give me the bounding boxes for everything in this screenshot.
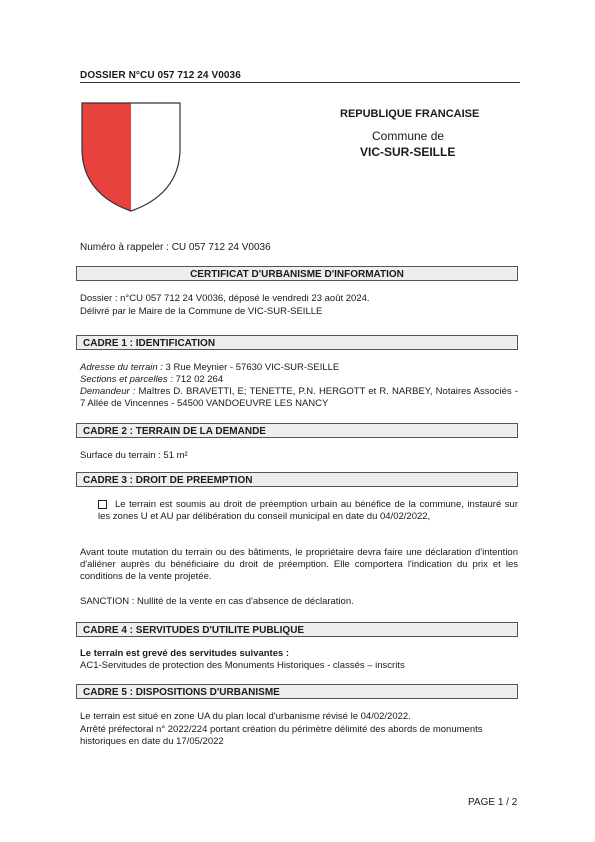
sections-value: 712 02 264 [172, 374, 224, 385]
preemption-item [98, 499, 518, 523]
surface-text: Surface du terrain : 51 m² [80, 450, 188, 461]
republique-heading: REPUBLIQUE FRANCAISE [340, 108, 480, 120]
numero-rappel: Numéro à rappeler : CU 057 712 24 V0036 [80, 242, 271, 253]
demandeur-line [80, 386, 518, 410]
cadre1-title: CADRE 1 : IDENTIFICATION [76, 335, 518, 350]
crest-right-half [131, 103, 180, 211]
adresse-label: Adresse du terrain : [80, 362, 163, 373]
adresse-value: 3 Rue Meynier - 57630 VIC-SUR-SEILLE [162, 362, 340, 373]
delivre-text: Délivré par le Maire de la Commune de VIC-SUR-SEILLE [80, 306, 323, 317]
page-number: PAGE 1 / 2 [468, 797, 518, 808]
sections-line [80, 374, 518, 386]
cadre3-title: CADRE 3 : DROIT DE PREEMPTION [76, 472, 518, 487]
mutation-text: Avant toute mutation du terrain ou des bâtiments, le propriétaire devra faire une déclaration d'intention d'aliéner auprès du bénéficiaire du droit de préemption. Elle comportera l'indication du prix et les conditions de la vente projetée. [80, 547, 518, 582]
checkbox-icon [98, 500, 107, 509]
cadre2-title: CADRE 2 : TERRAIN DE LA DEMANDE [76, 423, 518, 438]
preemption-text: Le terrain est soumis au droit de préemption urbain au bénéfice de la commune, instauré sur les zones U et AU par délibération du conseil municipal en date du 04/02/2022, [98, 499, 518, 522]
sections-label: Sections et parcelles : [80, 374, 173, 385]
coat-of-arms-logo [80, 101, 182, 213]
sanction-text: SANCTION : Nullité de la vente en cas d'absence de déclaration. [80, 596, 354, 607]
zone-text: Le terrain est situé en zone UA du plan local d'urbanisme révisé le 04/02/2022. [80, 711, 411, 722]
certificat-title: CERTIFICAT D'URBANISME D'INFORMATION [76, 266, 518, 281]
commune-label: Commune de [372, 129, 445, 143]
demandeur-label: Demandeur : [80, 386, 136, 397]
cadre5-title: CADRE 5 : DISPOSITIONS D'URBANISME [76, 684, 518, 699]
cadre4-title: CADRE 4 : SERVITUDES D'UTILITE PUBLIQUE [76, 622, 518, 637]
arrete-text: Arrêté préfectoral n° 2022/224 portant création du périmètre délimité des abords de monuments historiques en date du 17/05/2022 [80, 724, 483, 747]
crest-left-half [82, 103, 131, 211]
dossier-number: DOSSIER N°CU 057 712 24 V0036 [80, 70, 520, 83]
dossier-deposit-text: Dossier : n°CU 057 712 24 V0036, déposé le vendredi 23 août 2024. [80, 293, 370, 304]
adresse-line [80, 362, 518, 374]
servitudes-intro: Le terrain est grevé des servitudes suivantes : [80, 648, 290, 659]
commune-name: VIC-SUR-SEILLE [360, 145, 456, 159]
demandeur-value: Maîtres D. BRAVETTI, E; TENETTE, P.N. HERGOTT et R. NARBEY, Notaires Associés - 7 Allée de Vincennes - 54500 VANDOEUVRE LES NANCY [80, 386, 518, 409]
servitudes-ac1: AC1-Servitudes de protection des Monuments Historiques - classés – inscrits [80, 660, 405, 671]
